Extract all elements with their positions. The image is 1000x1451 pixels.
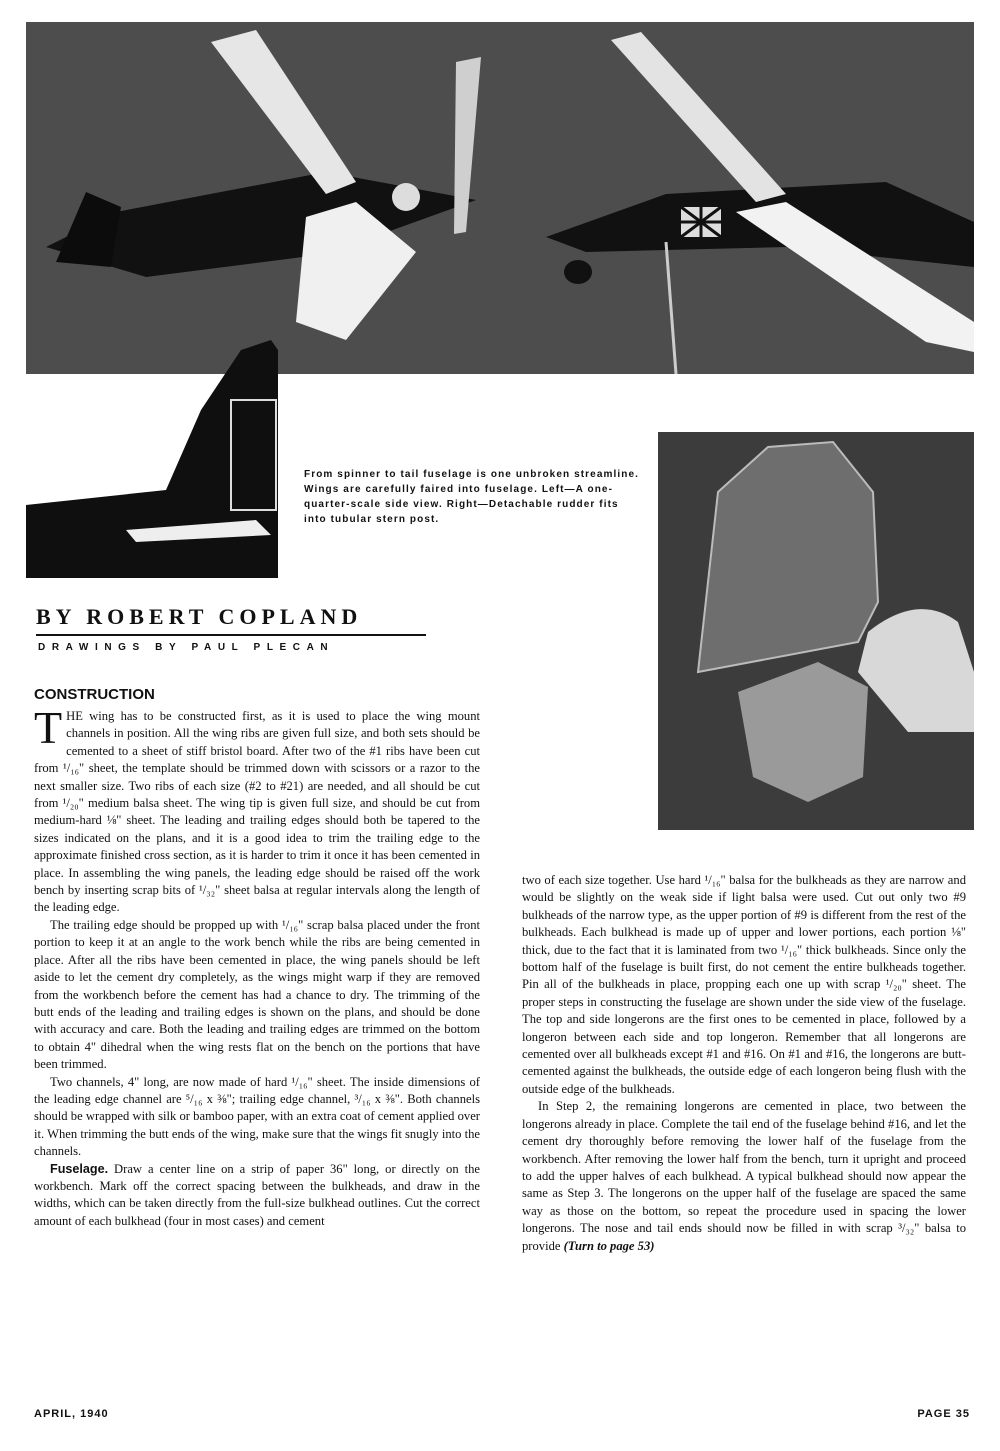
paragraph: two of each size together. Use hard ¹/₁₆" balsa for the bulkheads as they are narrow and would be slightly on the weak side if light balsa were used. Cut out only two #9 bulkheads of the narrow type, as the upper portion of #9 is different from the rest of the bulkheads. Each bulkhead is made up of upper and lower portions, each portion ⅛" thick, due to the fact that it is laminated from two ¹/₁₆" thick bulkheads. Since only the bottom half of the fuselage is built first, do not cement the entire bulkheads together. Pin all of the bulkheads in place, propping each one up with scrap ¹/₂₀" sheet. The proper steps in constructing the fuselage are shown under the side view of the fuselage. The top and side longerons are the first ones to be cemented in place, followed by a longeron between each side and top longeron. Remember that all longerons are cemented over all bulkheads except #1 and #16. On #1 and #16, the longerons are butt-cemented against the bulkheads, the outside edge of each longeron being flush with the outside edge of the bulkheads. [522,873,966,1096]
paragraph [34,702,480,917]
photo-caption: From spinner to tail fuselage is one unbroken streamline. Wings are carefully faired into fuselage. Left—A one-quarter-scale side view. Right—Detachable rudder fits into tubular stern post. [304,469,639,525]
author-byline: BY ROBERT COPLAND [36,604,426,636]
drawings-credit: DRAWINGS BY PAUL PLECAN [38,642,335,653]
paragraph [522,1098,966,1255]
paragraph: The trailing edge should be propped up with ¹/₁₆" scrap balsa placed under the front portion to keep it at an angle to the work bench while the ribs are being cemented in place. After all the ribs have been cemented in place, the wing panels should be left aside to let the cement dry completely, as the wings might warp if they are removed from the workbench before the cement has had a chance to dry. The trimming of the butt ends of the leading and trailing edges is shown on the plans, and should be done with accuracy and care. Both the leading and trailing edges are trimmed on the bottom to obtain 4" dihedral when the wing rests flat on the bench on the portions that have been trimmed. [34,917,480,1072]
continuation-note: (Turn to page 53) [563,1238,655,1253]
issue-date: APRIL, 1940 [34,1408,109,1420]
left-column [34,702,480,1230]
paragraph [34,1161,480,1231]
page-number: PAGE 35 [917,1408,970,1420]
paragraph-text: HE wing has to be constructed first, as it is used to place the wing mount channels in position. All the wing ribs are given full size, and both sets should be cemented to a sheet of stiff bristol board. After two of the #1 ribs have been cut from ¹/₁₆" sheet, the template should be trimmed down with scissors or a razor to the next smaller size. Two ribs of each size (#2 to #21) are needed, and all should be cut from ¹/₂₀" medium balsa sheet. The wing tip is given full size, and should be cut from medium-hard ⅛" sheet. The leading and trailing edges should both be tapered to the sizes indicated on the plans, and it is a good idea to trim the trailing edge to the approximate finished cross section, as it is harder to trim it once it has been cemented in place. In assembling the wing panels, the leading edge should be raised off the work bench by inserting scrap bits of ¹/₃₂" sheet balsa at regular intervals along the length of the leading edge. [34,709,480,915]
rudder-photo [658,432,974,830]
drop-cap: T [34,702,63,753]
paragraph-text: In Step 2, the remaining longerons are cemented in place, two between the longerons already in place. Complete the tail end of the fuselage behind #16, and let the cement dry thoroughly before removing the lower half of the fuselage from the workbench. After removing the lower half from the bench, turn it upright and proceed to add the upper halves of each bulkhead. A typical bulkhead should now appear the same as Step 3. The longerons on the upper half of the fuselage are spaced the same way as those on the bottom, so repeat the procedure used in spacing the lower longerons. The nose and tail ends should now be filled in with scrap ³/₃₂" balsa to provide [522,1099,966,1253]
model-airplanes-photo [26,22,974,374]
section-heading: CONSTRUCTION [34,686,155,703]
paragraph: Two channels, 4" long, are now made of hard ¹/₁₆" sheet. The inside dimensions of the leading edge channel are ⁵/₁₆ x ⅜"; trailing edge channel, ³/₁₆ x ⅜". Both channels should be wrapped with silk or bamboo paper, with an extra coat of cement applied over it. When trimming the butt ends of the wing, make sure that the wings fit snugly into the channels. [34,1074,480,1159]
tail-side-view-image [26,330,278,578]
right-column [522,872,966,1255]
paragraph-text: Draw a center line on a strip of paper 36" long, or directly on the workbench. Mark off the correct spacing between the bulkheads, and draw in the widths, which can be taken directly from the full-size bulkhead outlines. Cut the correct amount of each bulkhead (four in most cases) and cement [34,1161,480,1228]
run-in-heading: Fuselage. [50,1161,109,1176]
